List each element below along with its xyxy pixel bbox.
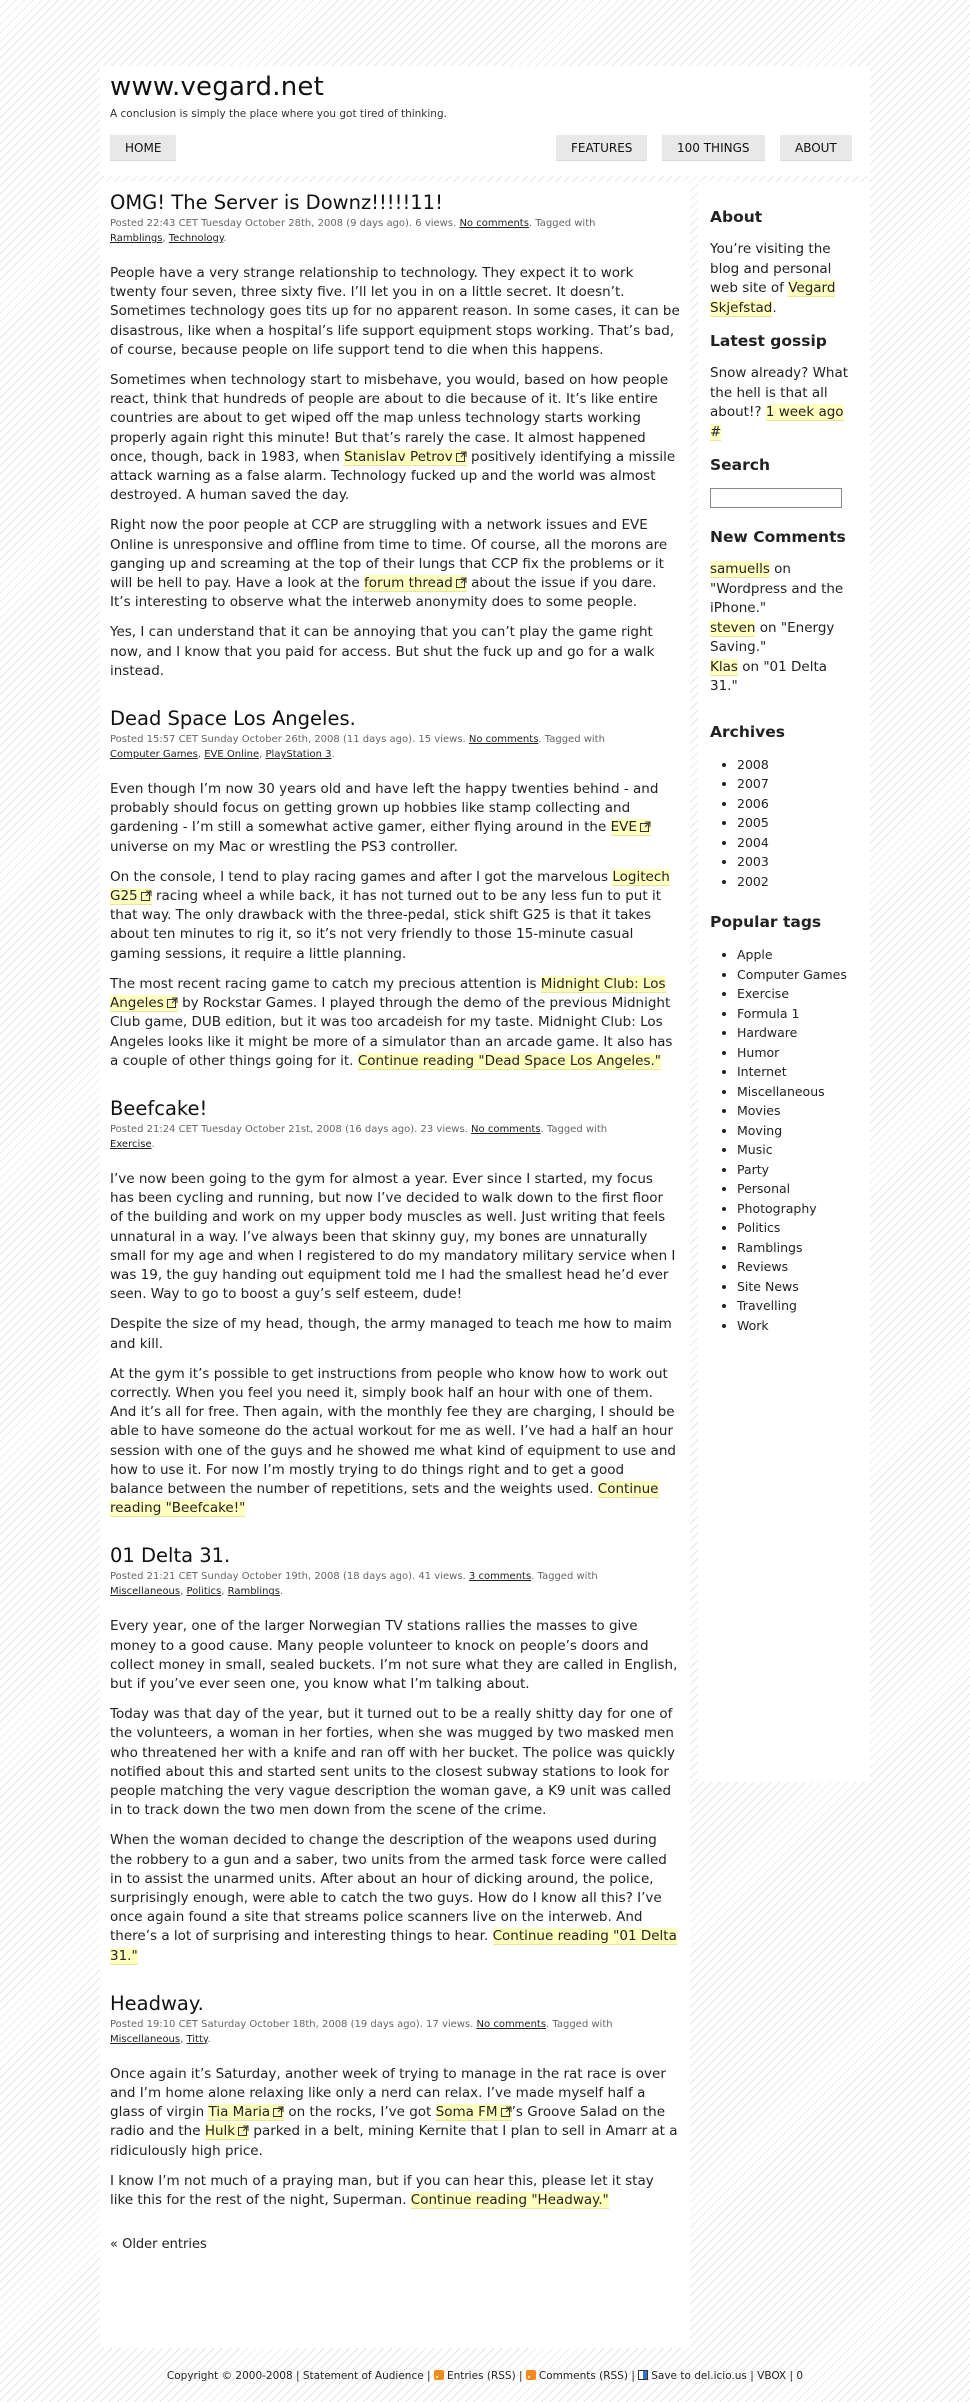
link-label: Comments (RSS) [538, 2370, 628, 2382]
popular-tags-list [737, 945, 858, 1335]
sidebar-heading-archives: Archives [710, 722, 786, 741]
comments-link[interactable]: No comments [459, 218, 529, 229]
post [110, 708, 680, 1071]
search-input[interactable] [710, 488, 842, 508]
paragraph-text: I know I’m not much of a praying man, but if you can hear this, please let it stay like this for the rest of the night, Superman. [110, 2172, 654, 2209]
comments-link[interactable]: No comments [468, 734, 539, 746]
comment-post-title[interactable]: "01 Delta 31." [710, 658, 828, 694]
popular-tag-link[interactable]: Exercise [737, 986, 790, 1001]
post-title[interactable]: OMG! The Server is Downz!!!!!11! [110, 191, 443, 214]
paragraph-text: on the rocks, I’ve got [288, 2104, 432, 2121]
sidebar-heading-comments: New Comments [710, 528, 846, 546]
archive-item [737, 755, 858, 775]
paragraph-text: parked in a belt, mining Kernite that I plan to sell in Amarr at a ridiculously high price. [110, 2123, 678, 2159]
post-date: Posted 21:21 CET Sunday October 19th, 2008 (18 days ago). 41 views. [110, 1571, 466, 1583]
post-paragraph [110, 1831, 680, 1965]
paragraph-text: by Rockstar Games. I played through the demo of the previous Midnight Club game, DUB edition, but it was too arcadeish for my taste. Midnight Club: Los Angeles looks like it might be more of a simulator than an arcade game. It also has a couple of other things going for it. [110, 995, 673, 1069]
nav-about[interactable]: ABOUT [780, 135, 852, 161]
post-date: Posted 21:24 CET Tuesday October 21st, 2008 (16 days ago). 23 views. [110, 1123, 468, 1135]
paragraph-text: When the woman decided to change the description of the weapons used during the robbery to a gun and a saber, two units from the armed task force were called in to assist the unarmed units. After about an hour of dicking around, the police, surprisingly enough, were able to catch the two guys. How do I know all this? I’ve once again found a site that streams police scanners live on the interweb. And there’s a lot of surprising and interesting things to hear. [110, 1832, 667, 1945]
paragraph-text: On the console, I tend to play racing games and after I got the marvelous [110, 868, 609, 885]
link-label: Midnight Club: Los Angeles [110, 975, 666, 1012]
site-tagline: A conclusion is simply the place where you got tired of thinking. [110, 108, 447, 120]
tag-item [737, 1238, 858, 1258]
link-label: Logitech G25 [110, 868, 670, 905]
rss-icon [526, 2370, 536, 2380]
sidebar-heading-search: Search [710, 456, 771, 474]
tag-link[interactable]: Politics [186, 1586, 222, 1598]
paragraph-text: Even though I’m now 30 years old and have left the happy twenties behind - and probably should focus on getting grown up hobbies like stamp collecting and gardening - I’m still a somewhat active gamer, either flying around in the [110, 781, 659, 836]
post-paragraph [110, 780, 680, 857]
archive-link[interactable]: 2006 [737, 795, 769, 811]
post-meta: Posted 22:43 CET Tuesday October 28th, 2008 (9 days ago). 6 views. No comments. Tagged with Ramblings, Technology. [110, 218, 596, 244]
archive-link[interactable]: 2002 [737, 873, 769, 889]
sidebar-heading-about: About [710, 208, 763, 226]
tag-item [737, 1082, 858, 1102]
entries-rss-link[interactable] [434, 2370, 516, 2382]
post-meta: Posted 15:57 CET Sunday October 26th, 2008 (11 days ago). 15 views. No comments. Tagged with Computer Games, EVE Online, PlayStation 3. [110, 734, 605, 761]
external-link-icon [273, 2106, 284, 2117]
post-paragraph [110, 1365, 680, 1519]
paragraph-text: positively identifying a missile attack warning as a false alarm. Technology fucked up and the world was almost destroyed. A human saved the day. [110, 448, 676, 504]
older-entries-link[interactable]: « Older entries [110, 2237, 207, 2253]
nav-features[interactable]: FEATURES [556, 135, 647, 161]
recent-comment [710, 560, 858, 619]
post-paragraph: Yes, I can understand that it can be annoying that you can’t play the game right now, and I know that you paid for access. But shut the fuck up and go for a walk instead. [110, 624, 655, 679]
popular-tag-link[interactable]: Site News [737, 1278, 799, 1294]
about-text: You’re visiting the blog and personal web site of Vegard Skjefstad. [710, 241, 836, 316]
footer-separator: | [427, 2370, 431, 2382]
comments-link[interactable]: No comments [476, 2018, 547, 2030]
popular-tag-link[interactable]: Internet [737, 1064, 787, 1079]
external-link-icon [456, 577, 467, 588]
link-label: Tia Maria [208, 2104, 271, 2121]
tag-item [737, 1140, 858, 1160]
popular-tag-link[interactable]: Photography [737, 1200, 817, 1216]
tag-link[interactable]: PlayStation 3 [265, 749, 332, 761]
link-label: forum thread [364, 575, 453, 592]
tag-link[interactable]: Computer Games [110, 749, 198, 761]
external-link[interactable] [364, 575, 467, 592]
tag-item [737, 984, 858, 1004]
archive-link[interactable]: 2004 [737, 834, 769, 850]
external-link-icon [501, 2106, 512, 2117]
delicious-link[interactable] [638, 2370, 747, 2382]
tagged-label: . Tagged with [528, 218, 596, 229]
tag-item [737, 1199, 858, 1219]
post-paragraph [110, 868, 680, 964]
nav-100-things[interactable]: 100 THINGS [662, 135, 765, 161]
paragraph-text: The most recent racing game to catch my precious attention is [110, 975, 537, 992]
tag-link[interactable]: Miscellaneous [110, 2033, 181, 2045]
link-label: Stanislav Petrov [344, 448, 453, 465]
popular-tag-link[interactable]: Travelling [737, 1298, 797, 1313]
external-link-icon [141, 890, 152, 901]
link-label: Soma FM [435, 2104, 498, 2121]
archive-link[interactable]: 2005 [737, 815, 769, 830]
paragraph-text: ’s Groove Salad on the radio and the [110, 2104, 666, 2140]
popular-tag-link[interactable]: Personal [737, 1181, 791, 1196]
tagged-label: . Tagged with [546, 2018, 613, 2030]
tag-link[interactable]: Miscellaneous [110, 1586, 181, 1598]
footer-separator: | [631, 2370, 635, 2382]
about-description: You’re visiting the blog and personal web site of [710, 241, 832, 296]
recent-comment [710, 619, 858, 658]
tagged-label: . Tagged with [531, 1571, 598, 1583]
site-header [100, 66, 870, 176]
copyright: Copyright © 2000-2008 [166, 2370, 293, 2382]
sidebar-heading-gossip: Latest gossip [710, 332, 827, 350]
gossip-permalink[interactable]: # [710, 423, 722, 440]
post [110, 192, 680, 681]
archive-item [737, 833, 858, 853]
archive-link[interactable]: 2008 [737, 756, 769, 772]
sidebar-heading-tags: Popular tags [710, 913, 822, 931]
comment-author-link[interactable]: samuells [710, 561, 770, 577]
comment-on-label: on [774, 561, 791, 577]
comment-on-label: on [759, 619, 777, 636]
post-title[interactable]: 01 Delta 31. [110, 1544, 231, 1568]
paragraph-text: about the issue if you dare. It’s interesting to observe what the interweb anonymity does to some people. [110, 575, 657, 611]
comment-author-link[interactable]: steven [710, 619, 756, 636]
popular-tag-link[interactable]: Music [737, 1142, 773, 1157]
recent-comment [710, 658, 858, 697]
post [110, 1993, 680, 2210]
popular-tag-link[interactable]: Work [737, 1317, 769, 1333]
about-author-link[interactable]: Vegard Skjefstad [710, 280, 836, 316]
comment-on-label: on [742, 658, 760, 675]
recent-comments [710, 560, 858, 697]
continue-reading-link[interactable]: Continue reading "Beefcake!" [110, 1480, 659, 1517]
tagged-label: . Tagged with [538, 734, 605, 746]
post-date: Posted 15:57 CET Sunday October 26th, 2008 (11 days ago). 15 views. [110, 734, 466, 746]
comments-link[interactable]: No comments [471, 1123, 541, 1135]
post-paragraph: People have a very strange relationship to technology. They expect it to work twenty four seven, three sixty five. I’ll let you in on a little secret. It doesn’t. Sometimes technology goes tits up for no apparent reason. In some cases, it can be disastrous, like when a hospital’s life support equipment stops working. That’s bad, of course, because people on life support tend to die when this happens. [110, 265, 680, 358]
post-paragraph [110, 516, 680, 612]
page-wrapper [100, 66, 870, 2402]
archives-list [737, 755, 858, 892]
external-link-icon [640, 821, 651, 832]
popular-tag-link[interactable]: Reviews [737, 1259, 789, 1274]
main-nav [110, 135, 860, 161]
footer-separator: | [295, 2370, 300, 2382]
archive-item [737, 872, 858, 892]
external-link[interactable] [205, 2123, 249, 2140]
paragraph-text: At the gym it’s possible to get instructions from people who know how to work out correctly. When you feel you need it, simply book half an hour with one of them. And it’s all for free. Then again, with the monthly fee they are charging, I should be able to have someone do the actual workout for me as well. I’ve had a half an hour session with one of the guys and he showed me what kind of equipment to use and how to use it. For now I’m mostly trying to do things right and to get a good balance between the number of repetitions, sets and the weights used. [110, 1365, 676, 1497]
site-footer [100, 2370, 870, 2402]
rss-icon [434, 2370, 444, 2380]
external-link[interactable] [208, 2104, 284, 2121]
comment-post-title[interactable]: "Energy Saving." [710, 619, 835, 655]
popular-tag-link[interactable]: Movies [737, 1103, 781, 1118]
delicious-icon [638, 2370, 648, 2380]
tag-item [737, 1121, 858, 1141]
post-paragraph [110, 2065, 680, 2161]
archive-item [737, 774, 858, 794]
tag-item [737, 1043, 858, 1063]
tag-item [737, 1023, 858, 1043]
popular-tag-link[interactable]: Party [737, 1161, 770, 1177]
tag-link[interactable]: Titty [186, 2033, 208, 2045]
paragraph-text: universe on my Mac or wrestling the PS3 controller. [110, 838, 458, 855]
tag-link[interactable]: EVE Online [204, 749, 260, 761]
post-meta: Posted 21:21 CET Sunday October 19th, 2008 (18 days ago). 41 views. 3 comments. Tagged with Miscellaneous, Politics, Ramblings. [110, 1571, 598, 1598]
external-link[interactable] [344, 449, 467, 466]
tagged-label: . Tagged with [540, 1123, 608, 1135]
post-date: Posted 19:10 CET Saturday October 18th, 2008 (19 days ago). 17 views. [110, 2018, 474, 2030]
post-title[interactable]: Dead Space Los Angeles. [110, 707, 356, 731]
footer-separator: | [750, 2370, 754, 2382]
gossip-time-link[interactable]: 1 week ago [765, 404, 844, 420]
tag-link[interactable]: Ramblings [227, 1586, 280, 1598]
main-content [100, 182, 690, 2348]
post-paragraph [110, 2172, 680, 2210]
popular-tag-link[interactable]: Hardware [737, 1025, 798, 1040]
post-meta: Posted 19:10 CET Saturday October 18th, 2008 (19 days ago). 17 views. No comments. Tagged with Miscellaneous, Titty. [110, 2018, 613, 2045]
gossip-text [710, 364, 858, 442]
archive-item [737, 794, 858, 814]
tag-item [737, 1160, 858, 1180]
link-label: Hulk [204, 2123, 236, 2140]
tag-item [737, 965, 858, 985]
post-date: Posted 22:43 CET Tuesday October 28th, 2008 (9 days ago). 6 views. [110, 218, 457, 229]
archive-item [737, 852, 858, 872]
popular-tag-link[interactable]: Miscellaneous [737, 1083, 825, 1099]
tag-item [737, 1218, 858, 1238]
site-title[interactable]: www.vegard.net [110, 72, 324, 102]
nav-home[interactable]: HOME [110, 135, 176, 161]
post-paragraph: Every year, one of the larger Norwegian TV stations rallies the masses to give money to a good cause. Many people volunteer to knock on people’s doors and collect money in small, sealed buckets. I’m not sure what they are called in English, but if you’ve ever seen one, you know what I’m talking about. [110, 1618, 678, 1692]
post [110, 1098, 680, 1518]
content-columns [100, 182, 870, 2348]
tag-link[interactable]: Technology [168, 233, 224, 244]
link-label: Entries (RSS) [446, 2370, 516, 2382]
vbox-link[interactable]: VBOX [757, 2370, 787, 2382]
paragraph-text: racing wheel a while back, it has not turned out to be any less fun to put it that way. The only drawback with the three-pedal, stick shift G25 is that it takes about ten minutes to rig it, so it’s not very friendly to those 15-minute casual gaming sessions, it require a little planning. [110, 888, 661, 962]
popular-tag-link[interactable]: Politics [737, 1220, 781, 1235]
tag-item [737, 945, 858, 965]
tag-item [737, 1316, 858, 1336]
comment-author-link[interactable]: Klas [710, 658, 738, 675]
popular-tag-link[interactable]: Moving [737, 1122, 783, 1138]
tag-item [737, 1179, 858, 1199]
tag-item [737, 1296, 858, 1316]
tag-item [737, 1004, 858, 1024]
tag-item [737, 1062, 858, 1082]
external-link-icon [456, 451, 467, 462]
comment-post-title[interactable]: "Wordpress and the iPhone." [710, 580, 844, 616]
tag-item [737, 1257, 858, 1277]
gossip-message: Snow already? What the hell is that all about!? [710, 365, 849, 420]
comments-link[interactable]: 3 comments [468, 1571, 532, 1583]
archive-link[interactable]: 2003 [737, 854, 769, 869]
post-title[interactable]: Beefcake! [110, 1096, 208, 1120]
external-link-icon [167, 997, 178, 1008]
tag-link[interactable]: Exercise [110, 1138, 152, 1150]
comments-rss-link[interactable] [526, 2370, 628, 2382]
popular-tag-link[interactable]: Humor [737, 1044, 780, 1060]
continue-reading-link[interactable]: Continue reading "Headway." [410, 2192, 609, 2209]
archive-link[interactable]: 2007 [737, 776, 769, 791]
link-label: Save to del.icio.us [651, 2370, 747, 2382]
continue-reading-link[interactable]: Continue reading "Dead Space Los Angeles." [357, 1052, 661, 1069]
popular-tag-link[interactable]: Formula 1 [737, 1005, 800, 1021]
tag-item [737, 1101, 858, 1121]
post-paragraph: Despite the size of my head, though, the army managed to teach me how to maim and kill. [110, 1316, 672, 1352]
archive-item [737, 813, 858, 833]
tag-item [737, 1277, 858, 1297]
popular-tag-link[interactable]: Computer Games [737, 966, 847, 982]
post-meta: Posted 21:24 CET Tuesday October 21st, 2008 (16 days ago). 23 views. No comments. Tagged with Exercise. [110, 1123, 608, 1150]
statement-of-audience-link[interactable]: Statement of Audience [302, 2370, 424, 2382]
external-link[interactable] [611, 819, 651, 836]
footer-count: 0 [796, 2370, 804, 2382]
external-link-icon [238, 2125, 249, 2136]
continue-reading-link[interactable]: Continue reading "01 Delta 31." [110, 1928, 677, 1964]
tag-link[interactable]: Ramblings [110, 233, 163, 244]
sidebar [698, 182, 870, 1782]
footer-separator: | [789, 2370, 794, 2382]
post-paragraph [110, 975, 680, 1071]
paragraph-text: Right now the poor people at CCP are struggling with a network issues and EVE Online is unresponsive and offline from time to time. Of course, all the morons are ganging up and screaming at the top of their lungs that CCP fix the problems or it will be hell to pay. Have a look at the [110, 517, 668, 592]
link-label: EVE [610, 819, 637, 836]
post-title[interactable]: Headway. [110, 1991, 204, 2015]
popular-tag-link[interactable]: Apple [737, 947, 773, 962]
post [110, 1545, 680, 1965]
paragraph-text: Once again it’s Saturday, another week of trying to manage in the rat race is over and I’m home alone relaxing like only a nerd can relax. I’ve made myself half a glass of virgin [110, 2065, 666, 2121]
popular-tag-link[interactable]: Ramblings [737, 1239, 803, 1255]
footer-separator: | [519, 2370, 523, 2382]
post-paragraph: I’ve now been going to the gym for almost a year. Ever since I started, my focus has been cycling and running, but now I’ve decided to walk down to the first floor of the building and work on my upper body muscles as well. Just writing that feels unnatural in a way. I’ve always been that skinny guy, my bones are unnaturally small for my age and when I registered to do my mandatory military service when I was 19, the guy handing out equipment told me I had the smallest head he’d ever seen. Way to go to boost a guy’s self esteem, dude! [110, 1170, 676, 1303]
post-paragraph [110, 371, 680, 505]
paragraph-text: Sometimes when technology start to misbehave, you would, based on how people react, think that hundreds of people are about to die because of it. It’s like entire countries are about to get wiped off the map unless technology starts working properly again right this minute! But that’s rarely the case. It almost happened once, though, back in 1983, when [110, 372, 669, 465]
external-link[interactable] [436, 2104, 512, 2121]
post-paragraph: Today was that day of the year, but it turned out to be a really shitty day for one of the volunteers, a woman in her forties, when she was mugged by two masked men who threatened her with a knife and ran off with her bucket. The police was quickly notified about this and started sent units to the closest subway stations to look for people matching the very vague description the woman gave, a K9 unit was called in to track down the two men down from the scene of the crime. [110, 1706, 675, 1819]
